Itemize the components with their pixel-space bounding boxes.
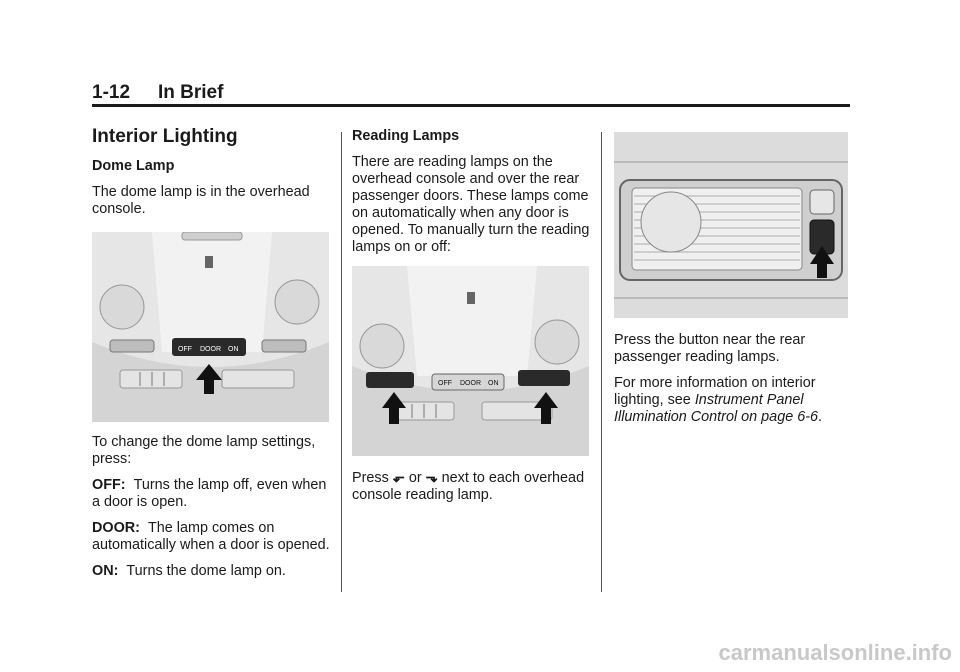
dome-lamp-intro: The dome lamp is in the overhead console. — [92, 184, 310, 217]
rear-lamp-figure-svg — [614, 132, 848, 318]
change-settings-text: To change the dome lamp settings, press: — [92, 434, 316, 467]
reading-lamp-left-icon: ⬐ — [392, 470, 405, 486]
column-dome-lamp — [92, 126, 332, 227]
column-rear-lamps — [614, 332, 850, 435]
reading-lamps-figure-svg — [352, 266, 589, 456]
dome-off-label: OFF — [178, 346, 192, 353]
setting-on: ON: Turns the dome lamp on. — [92, 563, 286, 579]
rear-lamp-caption: Press the button near the rear passenger reading lamps. — [614, 332, 806, 365]
reading-door-label: DOOR — [460, 380, 481, 387]
watermark: carmanualsonline.info — [718, 640, 952, 665]
page-header — [92, 80, 850, 106]
dome-door-label: DOOR — [200, 346, 221, 353]
reading-lamps-instructions — [352, 470, 592, 513]
subheading-dome-lamp: Dome Lamp — [92, 158, 175, 174]
reading-lamps-illustration — [352, 266, 589, 456]
more-info-text: For more information on interior lighting, see Instrument Panel Illumination Control on page 6-6. — [614, 375, 822, 425]
reading-lamps-intro: There are reading lamps on the overhead console and over the rear passenger doors. These lamps come on automatically when any door is opened. To manually turn the reading lamps on or off: — [352, 154, 590, 255]
rear-reading-lamp-illustration — [614, 132, 848, 318]
setting-door: DOOR: The lamp comes on automatically when a door is opened. — [92, 520, 330, 553]
column-divider-2 — [601, 132, 602, 592]
dome-lamp-settings — [92, 434, 332, 589]
cross-reference-link[interactable]: Instrument Panel Illumination Control on page 6-6 — [614, 392, 818, 425]
reading-lamp-right-icon: ⬎ — [425, 470, 438, 486]
section-title: In Brief — [158, 82, 224, 103]
dome-on-label: ON — [228, 346, 239, 353]
subheading-reading-lamps: Reading Lamps — [352, 128, 460, 144]
column-reading-lamps — [352, 128, 592, 265]
press-text: Press ⬐ or ⬎ next to each overhead console reading lamp. — [352, 470, 585, 503]
header-rule — [92, 104, 850, 107]
setting-off: OFF: Turns the lamp off, even when a door is open. — [92, 477, 327, 510]
page-number: 1-12 — [92, 82, 131, 103]
dome-lamp-figure-svg — [92, 232, 329, 422]
reading-off-label: OFF — [438, 380, 452, 387]
reading-on-label: ON — [488, 380, 499, 387]
dome-lamp-illustration — [92, 232, 329, 422]
heading-interior-lighting: Interior Lighting — [92, 126, 238, 147]
column-divider — [341, 132, 342, 592]
